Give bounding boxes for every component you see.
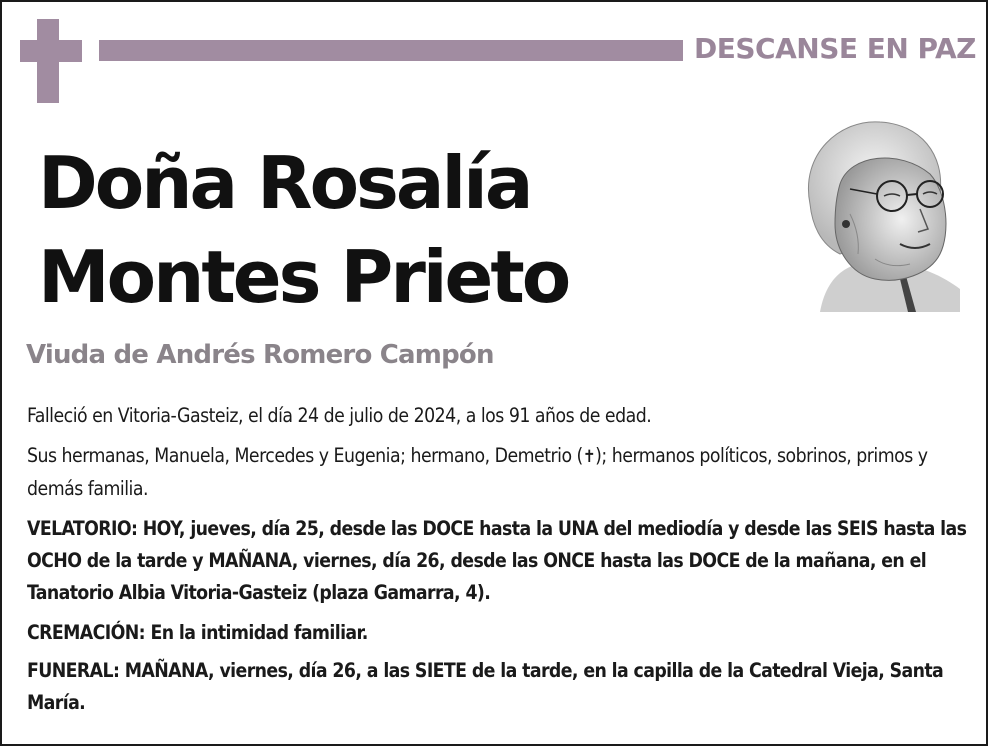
wake-notice: VELATORIO: HOY, jueves, día 25, desde las DOCE hasta la UNA del mediodía y desde las SEIS hasta las OCHO de la tarde y MAÑANA, viernes, día 26, desde las ONCE hasta las DOCE de la mañana, en el Tanatorio Albia Vitoria-Gasteiz (plaza Gamarra, 4). [27, 517, 967, 604]
cross-icon-arm [20, 40, 82, 62]
small-cross-icon: ✝ [582, 447, 596, 467]
deceased-name [38, 136, 568, 324]
deceased-name-line2: Montes Prieto [38, 235, 569, 319]
header-divider-bar [99, 40, 683, 61]
deceased-name-line1: Doña Rosalía [38, 141, 531, 225]
family-notice [27, 440, 972, 505]
family-text-start: Sus hermanas, Manuela, Mercedes y Eugenia; hermano, Demetrio ( [27, 444, 583, 467]
cremation-notice: CREMACIÓN: En la intimidad familiar. [27, 621, 368, 644]
portrait-photo [780, 114, 960, 312]
header-label: DESCANSE EN PAZ [694, 32, 976, 65]
funeral-notice: FUNERAL: MAÑANA, viernes, día 26, a las SIETE de la tarde, en la capilla de la Catedral Vieja, Santa María. [27, 659, 944, 714]
deceased-subtitle: Viuda de Andrés Romero Campón [26, 340, 494, 370]
notice-body [27, 400, 972, 727]
death-notice: Falleció en Vitoria-Gasteiz, el día 24 de julio de 2024, a los 91 años de edad. [27, 404, 652, 427]
family-text-end: ); hermanos políticos, sobrinos, primos y demás familia. [27, 444, 928, 500]
